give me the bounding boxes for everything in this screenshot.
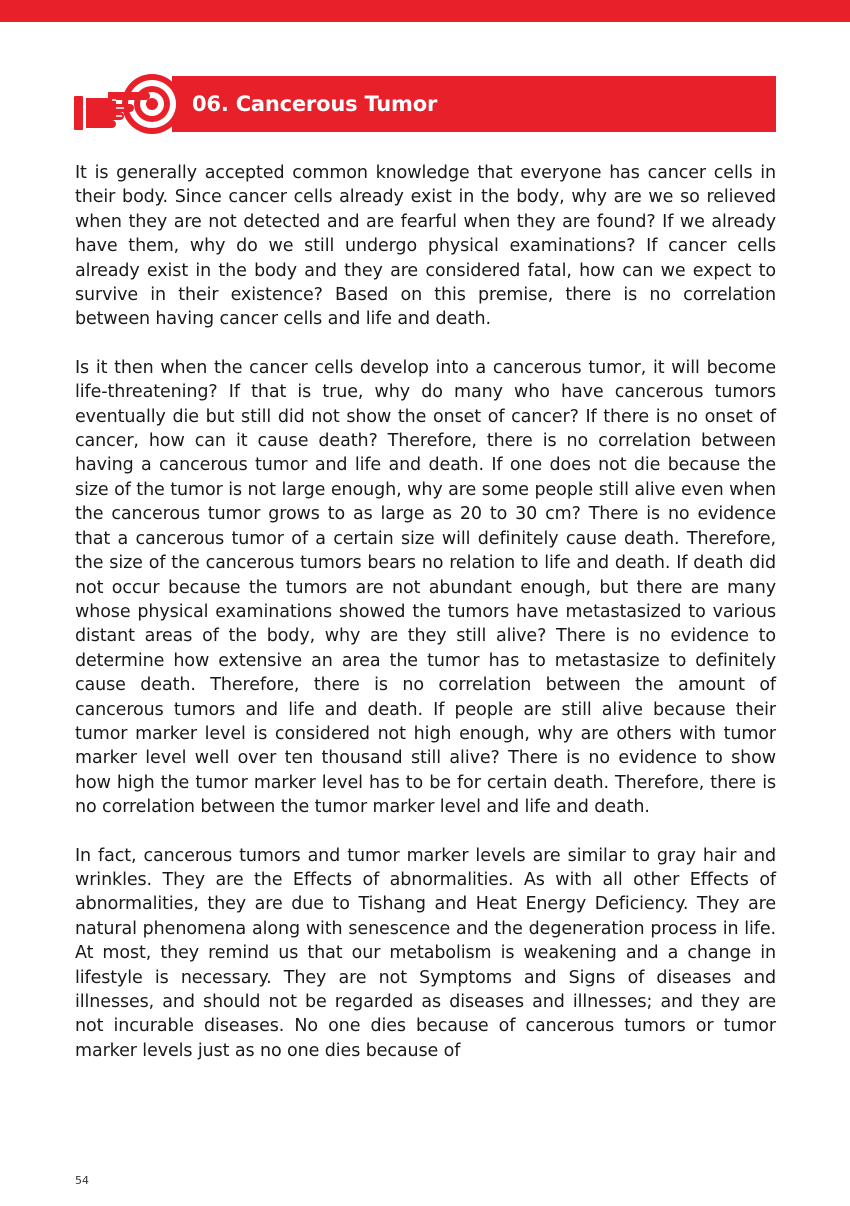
- section-title: 06. Cancerous Tumor: [192, 92, 438, 116]
- pointing-hand-target-icon: [72, 74, 184, 134]
- page-number: 54: [75, 1174, 89, 1187]
- body-text: [75, 161, 776, 1087]
- paragraph-2: Is it then when the cancer cells develop into a cancerous tumor, it will become life-threatening? If that is true, why do many who have cancerous tumors eventually die but still did not show the onset of cancer? If there is no onset of cancer, how can it cause death? Therefore, there is no correlation between having a cancerous tumor and life and death. If one does not die because the size of the tumor is not large enough, why are some people still alive even when the cancerous tumor grows to as large as 20 to 30 cm? There is no evidence that a cancerous tumor of a certain size will definitely cause death. Therefore, the size of the cancerous tumors bears no relation to life and death. If death did not occur because the tumors are not abundant enough, but there are many whose physical examinations showed the tumors have metastasized to various distant areas of the body, why are they still alive? There is no evidence to determine how extensive an area the tumor has to metastasize to definitely cause death. Therefore, there is no correlation between the amount of cancerous tumors and life and death. If people are still alive because their tumor marker level is considered not high enough, why are others with tumor marker level well over ten thousand still alive? There is no evidence to show how high the tumor marker level has to be for certain death. Therefore, there is no correlation between the tumor marker level and life and death.: [75, 357, 776, 818]
- top-accent-bar: [0, 0, 850, 22]
- paragraph-3: In fact, cancerous tumors and tumor marker levels are similar to gray hair and wrinkles. They are the Effects of abnormalities. As with all other Effects of abnormalities, they are due to Tishang and Heat Energy Deficiency. They are natural phenomena along with senescence and the degeneration process in life. At most, they remind us that our metabolism is weakening and a change in lifestyle is necessary. They are not Symptoms and Signs of diseases and illnesses, and should not be regarded as diseases and illnesses; and they are not incurable diseases. No one dies because of cancerous tumors or tumor marker levels just as no one dies because of: [75, 845, 776, 1061]
- paragraph-1: It is generally accepted common knowledge that everyone has cancer cells in their body. Since cancer cells already exist in the body, why are we so relieved when they are not detected and are fearful when they are found? If we already have them, why do we still undergo physical examinations? If cancer cells already exist in the body and they are considered fatal, how can we expect to survive in their existence? Based on this premise, there is no correlation between having cancer cells and life and death.: [75, 163, 776, 330]
- section-header: [72, 74, 776, 134]
